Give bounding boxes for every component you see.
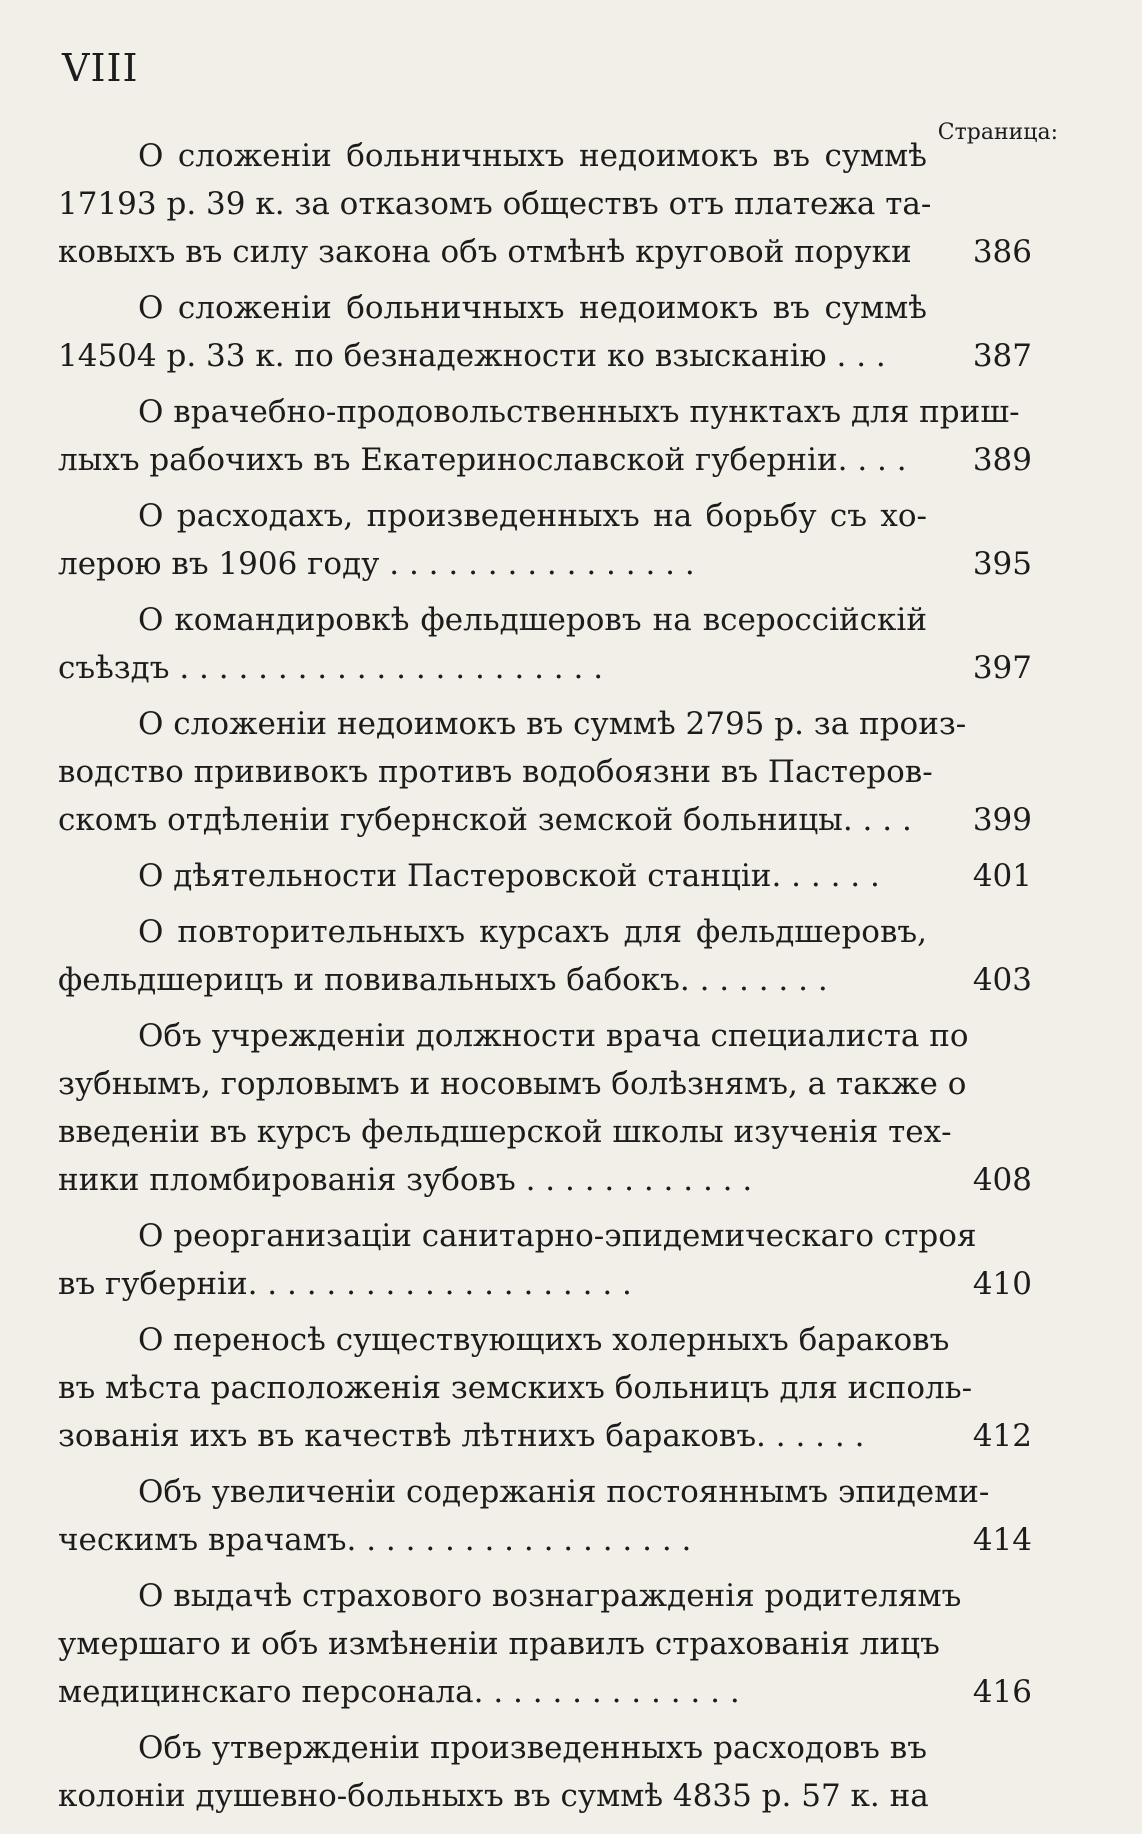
toc-entry-line bbox=[58, 228, 1032, 276]
toc-entry bbox=[58, 492, 1032, 588]
toc-entry-line bbox=[58, 596, 1032, 644]
toc-entry-line bbox=[58, 1156, 1032, 1204]
toc-entry-line bbox=[58, 700, 1032, 748]
toc-entry-text: О переносѣ существующихъ холерныхъ бараковъ bbox=[138, 1322, 950, 1358]
toc-entry-line bbox=[58, 1620, 1032, 1668]
toc-entry bbox=[58, 1012, 1032, 1204]
toc-entry-page-number: 386 bbox=[972, 234, 1032, 270]
toc-entry-line bbox=[58, 852, 1032, 900]
toc-entry bbox=[58, 132, 1032, 276]
toc-entry bbox=[58, 1724, 1032, 1820]
toc-entry bbox=[58, 1572, 1032, 1716]
toc-entry-text: колонiи душевно-больныхъ въ суммѣ 4835 р. 57 к. на bbox=[58, 1778, 929, 1814]
toc-entry-text: О реорганизацiи санитарно-эпидемическаго строя bbox=[138, 1218, 977, 1254]
toc-entry-line bbox=[58, 1668, 1032, 1716]
toc-entry-text: ковыхъ въ силу закона объ отмѣнѣ круговой поруки bbox=[58, 234, 912, 270]
toc-entry-page-number: 397 bbox=[972, 650, 1032, 686]
toc-entry-line bbox=[58, 1364, 1032, 1412]
toc-entry-page-number: 395 bbox=[972, 546, 1032, 582]
toc-entry-text: О расходахъ, произведенныхъ на борьбу съ хо- bbox=[138, 498, 927, 534]
toc-entry-page-number: 401 bbox=[972, 858, 1032, 894]
toc-entry-text: О повторительныхъ курсахъ для фельдшеровъ, bbox=[138, 914, 927, 950]
toc-entry-text: водство прививокъ противъ водобоязни въ Пастеров- bbox=[58, 754, 933, 790]
toc-entry-page-number: 389 bbox=[972, 442, 1032, 478]
toc-entry-text: ческимъ врачамъ. . . . . . . . . . . . . . . . . . bbox=[58, 1522, 692, 1558]
toc-entry-line bbox=[58, 436, 1032, 484]
toc-entry bbox=[58, 1468, 1032, 1564]
toc-entry-text: лерою въ 1906 году . . . . . . . . . . . . . . . . bbox=[58, 546, 695, 582]
toc-entry-text: зубнымъ, горловымъ и носовымъ болѣзнямъ, а также о bbox=[58, 1066, 967, 1102]
toc-entry-line bbox=[58, 180, 1032, 228]
toc-entry-line bbox=[58, 796, 1032, 844]
toc-entry-text: Объ увеличенiи содержанiя постояннымъ эпидеми- bbox=[138, 1474, 990, 1510]
toc-entry-page-number: 387 bbox=[972, 338, 1032, 374]
toc-entry-text: О врачебно-продовольственныхъ пунктахъ для приш- bbox=[138, 394, 1020, 430]
toc-entry-line bbox=[58, 1772, 1032, 1820]
toc-entry-text: фельдшерицъ и повивальныхъ бабокъ. . . . . . . . bbox=[58, 962, 828, 998]
toc-entry bbox=[58, 852, 1032, 900]
toc-entry-page-number: 399 bbox=[972, 802, 1032, 838]
toc-entry bbox=[58, 596, 1032, 692]
toc-entry-page-number: 408 bbox=[972, 1162, 1032, 1198]
toc-entry-text: въ мѣста расположенiя земскихъ больницъ для исполь- bbox=[58, 1370, 973, 1406]
toc-entry-text: съѣздъ . . . . . . . . . . . . . . . . . . . . . . bbox=[58, 650, 604, 686]
toc-entry-text: въ губернiи. . . . . . . . . . . . . . . . . . . . bbox=[58, 1266, 632, 1302]
toc-entry-text: введенiи въ курсъ фельдшерской школы изученiя тех- bbox=[58, 1114, 952, 1150]
toc-entry-page-number: 416 bbox=[972, 1674, 1032, 1710]
toc-entry-line bbox=[58, 748, 1032, 796]
toc-entry-text: 17193 р. 39 к. за отказомъ обществъ отъ платежа та- bbox=[58, 186, 932, 222]
toc-entry-line bbox=[58, 388, 1032, 436]
page-roman-numeral: VIII bbox=[62, 46, 139, 90]
toc-entry bbox=[58, 908, 1032, 1004]
toc-entry-text: скомъ отдѣленiи губернской земской больницы. . . . bbox=[58, 802, 912, 838]
toc-entry bbox=[58, 1212, 1032, 1308]
toc-entry-text: О командировкѣ фельдшеровъ на всероссiйскiй bbox=[138, 602, 927, 638]
toc-entry-line bbox=[58, 540, 1032, 588]
toc-entry-text: О сложенiи больничныхъ недоимокъ въ суммѣ bbox=[138, 290, 927, 326]
toc-entry-text: лыхъ рабочихъ въ Екатеринославской губернiи. . . . bbox=[58, 442, 907, 478]
toc-entry-text: ники пломбированiя зубовъ . . . . . . . . . . . . bbox=[58, 1162, 753, 1198]
toc-entry-line bbox=[58, 332, 1032, 380]
toc-entry-line bbox=[58, 1572, 1032, 1620]
toc-entry-text: медицинскаго персонала. . . . . . . . . . . . . . bbox=[58, 1674, 740, 1710]
toc-entry-line bbox=[58, 908, 1032, 956]
toc-entry-page-number: 410 bbox=[972, 1266, 1032, 1302]
toc-entry-line bbox=[58, 132, 1032, 180]
toc-entry-text: О сложенiи больничныхъ недоимокъ въ суммѣ bbox=[138, 138, 927, 174]
toc-entry-line bbox=[58, 1012, 1032, 1060]
toc-entry-text: умершаго и объ измѣненiи правилъ страхованiя лицъ bbox=[58, 1626, 940, 1662]
toc-entry-line bbox=[58, 1260, 1032, 1308]
toc-entry-text: зованiя ихъ въ качествѣ лѣтнихъ бараковъ. . . . . . bbox=[58, 1418, 865, 1454]
table-of-contents bbox=[58, 132, 1032, 1828]
toc-entry bbox=[58, 284, 1032, 380]
toc-entry-text: О дѣятельности Пастеровской станцiи. . . . . . bbox=[138, 858, 880, 894]
toc-entry-page-number: 403 bbox=[972, 962, 1032, 998]
toc-entry bbox=[58, 388, 1032, 484]
toc-entry-page-number: 414 bbox=[972, 1522, 1032, 1558]
toc-entry-text: О сложенiи недоимокъ въ суммѣ 2795 р. за произ- bbox=[138, 706, 967, 742]
toc-entry-line bbox=[58, 1108, 1032, 1156]
toc-entry-line bbox=[58, 956, 1032, 1004]
toc-entry-line bbox=[58, 1468, 1032, 1516]
toc-entry-line bbox=[58, 1212, 1032, 1260]
toc-entry-line bbox=[58, 1316, 1032, 1364]
toc-entry-text: Объ учрежденiи должности врача специалиста по bbox=[138, 1018, 969, 1054]
toc-entry-line bbox=[58, 1060, 1032, 1108]
toc-entry-line bbox=[58, 1516, 1032, 1564]
toc-entry-line bbox=[58, 1724, 1032, 1772]
toc-entry-page-number: 412 bbox=[972, 1418, 1032, 1454]
page-column-header: Страница: bbox=[937, 120, 1058, 145]
toc-entry-line bbox=[58, 492, 1032, 540]
toc-entry-line bbox=[58, 1412, 1032, 1460]
toc-entry-line bbox=[58, 644, 1032, 692]
toc-entry-line bbox=[58, 284, 1032, 332]
toc-entry-text: Объ утвержденiи произведенныхъ расходовъ въ bbox=[138, 1730, 927, 1766]
toc-entry bbox=[58, 1316, 1032, 1460]
toc-entry-text: О выдачѣ страхового вознагражденiя родителямъ bbox=[138, 1578, 962, 1614]
toc-entry-text: 14504 р. 33 к. по безнадежности ко взысканiю . . . bbox=[58, 338, 886, 374]
toc-entry bbox=[58, 700, 1032, 844]
